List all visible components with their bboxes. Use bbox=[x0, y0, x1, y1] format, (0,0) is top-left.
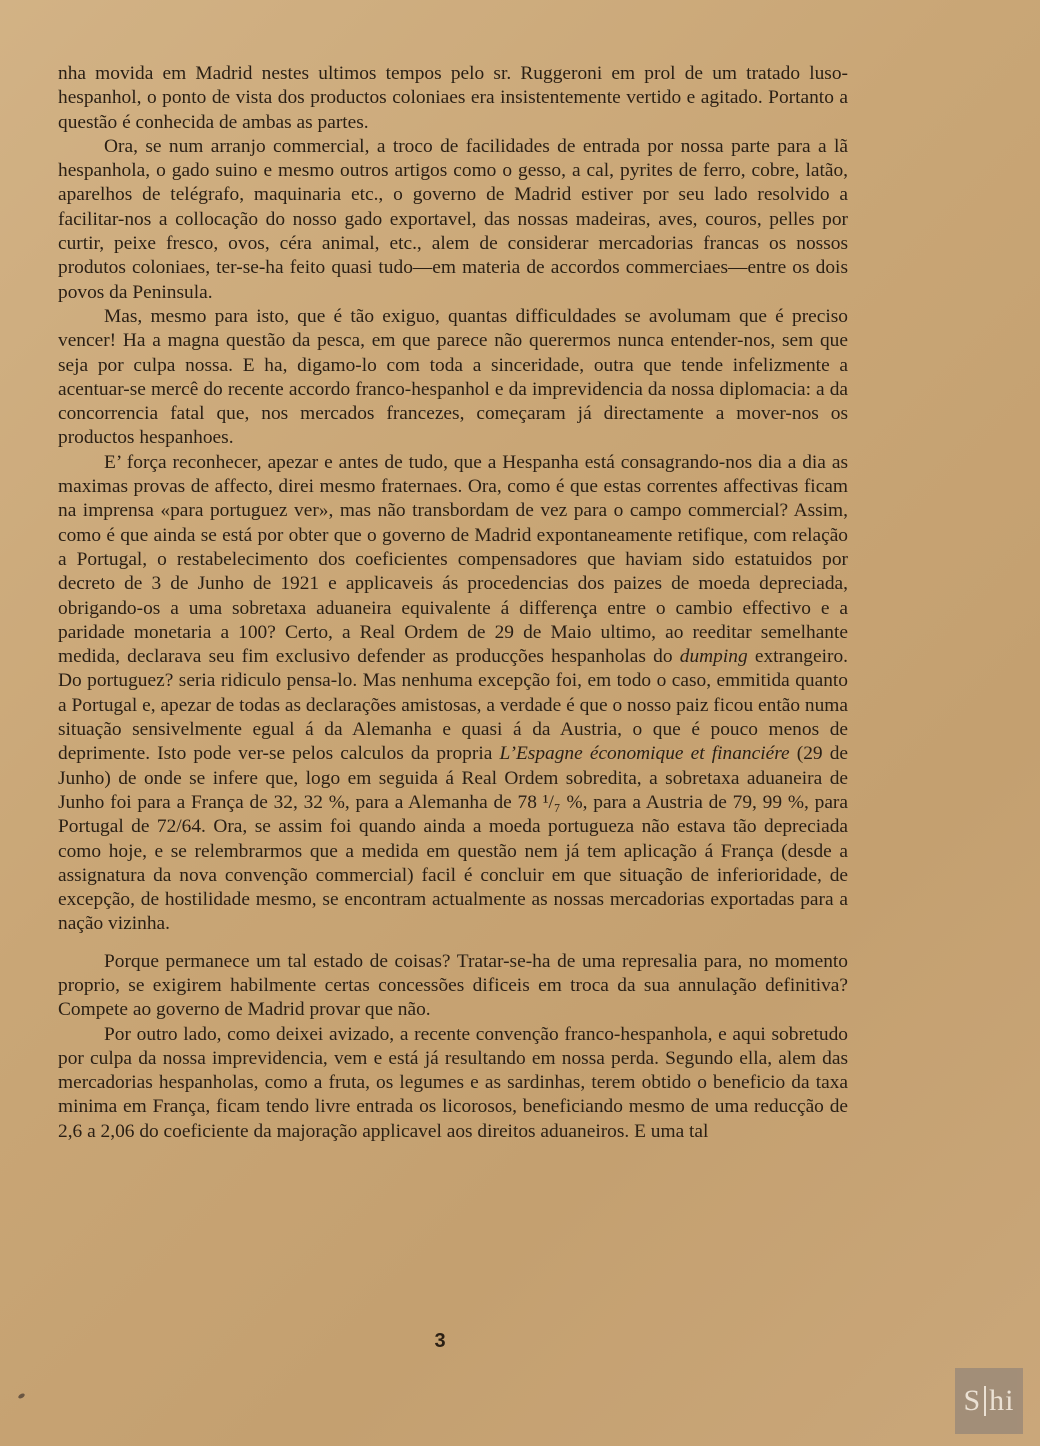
paragraph-4 bbox=[58, 451, 848, 937]
watermark-divider bbox=[984, 1386, 986, 1416]
paragraph-5: Porque permanece um tal estado de coisas? Tratar-se-ha de uma represalia para, no momento proprio, se exigirem habilmente certas concessões dificeis em troca da sua annulação definitiva? Compete ao governo de Madrid provar que não. bbox=[58, 950, 848, 1021]
watermark-letter-s: S bbox=[963, 1384, 982, 1417]
library-watermark-logo bbox=[955, 1368, 1023, 1434]
page-body bbox=[58, 62, 848, 1144]
watermark-letters-hi: hi bbox=[989, 1384, 1015, 1417]
paragraph-2: Ora, se num arranjo commercial, a troco de facilidades de entrada por nossa parte para a lã hespanhola, o gado suino e mesmo outros artigos como o gesso, a cal, pyrites de ferro, cobre, latão, aparelhos de telégrafo, maquinaria etc., o governo de Madrid estiver por seu lado resolvido a facilitar-nos a collocação do nosso gado exportavel, das nossas madeiras, aves, couros, pelles por curtir, peixe fresco, ovos, céra animal, etc., alem de considerar mercadorias francas os nossos produtos coloniaes, ter-se-ha feito quasi tudo—em materia de accordos commerciaes—entre os dois povos da Peninsula. bbox=[58, 135, 848, 303]
paper-speck bbox=[17, 1393, 25, 1400]
paragraph-4-part-1: E’ força reconhecer, apezar e antes de tudo, que a Hespanha está consagrando-nos dia a dia as maximas provas de affecto, direi mesmo fraternaes. Ora, como é que estas correntes affectivas ficam na imprensa «para portuguez ver», mas não transbordam de vez para o campo commercial? Assim, como é que ainda se está por obter que o governo de Madrid expontaneamente retifique, com relação a Portugal, o restabelecimento dos coeficientes compensadores que haviam sido estatuidos por decreto de 3 de Junho de 1921 e applicaveis ás procedencias dos paizes de moeda depreciada, obrigando-os a uma sobretaxa aduaneira equivalente á differença entre o cambio effectivo e a paridade monetaria a 100? Certo, a Real Ordem de 29 de Maio ultimo, ao reeditar semelhante medida, declarava seu fim exclusivo defender as producções hespanholas do bbox=[58, 451, 848, 668]
paragraph-3: Mas, mesmo para isto, que é tão exiguo, quantas difficuldades se avolumam que é preciso vencer! Ha a magna questão da pesca, em que parece não querermos nunca entender-nos, sem que seja por culpa nossa. E ha, digamo-lo com toda a sinceridade, outra que tende infelizmente a acentuar-se mercê do recente accordo franco-hespanhol e da imprevidencia da nossa diplomacia: a da concorrencia fatal que, nos mercados francezes, começaram já directamente a mover-nos os productos hespanhoes. bbox=[58, 305, 848, 449]
publication-title-italic: L’Espagne économique et financiére bbox=[499, 743, 790, 765]
paragraph-4-part-3: (29 de Junho) de onde se infere que, logo em seguida á Real Ordem sobredita, a sobretaxa aduaneira de Junho foi para a França de 32, 32 %, para a Alemanha de 78 ¹/₇ %, para a Austria de 79, 99 %, para Portugal de 72/64. Ora, se assim foi quando ainda a moeda portugueza não estava tão depreciada como hoje, e se relembrarmos que a medida em questão nem já tem aplicação á França (desde a assignatura da nova convenção commercial) facil é concluir em que situação de inferioridade, de excepção, de hostilidade mesmo, se encontram actualmente as nossas mercadorias exportadas para a nação vizinha. bbox=[58, 743, 849, 935]
dumping-italic: dumping bbox=[679, 646, 748, 668]
page-number: 3 bbox=[434, 1330, 446, 1352]
paragraph-6: Por outro lado, como deixei avizado, a recente convenção franco-hespanhola, e aqui sobretudo por culpa da nossa imprevidencia, vem e está já resultando em nossa perda. Segundo ella, alem das mercadorias hespanholas, como a fruta, os legumes e as sardinhas, terem obtido o beneficio da taxa minima em França, ficam tendo livre entrada os licorosos, beneficiando mesmo de uma reducção de 2,6 a 2,06 do coeficiente da majoração applicavel aos direitos aduaneiros. E uma tal bbox=[58, 1023, 848, 1142]
paragraph-4-part-2: extrangeiro. Do portuguez? seria ridiculo pensa-lo. Mas nenhuma excepção foi, em todo o caso, emmitida quanto a Portugal e, apezar de todas as declarações amistosas, a verdade é que o nosso paiz ficou então numa situação sensivelmente egual á da Alemanha e quasi á da Austria, o que é pouco menos de deprimente. Isto pode ver-se pelos calculos da propria bbox=[58, 646, 848, 765]
paragraph-1: nha movida em Madrid nestes ultimos tempos pelo sr. Ruggeroni em prol de um tratado luso-hespanhol, o ponto de vista dos productos coloniaes era insistentemente vertido e agitado. Portanto a questão é conhecida de ambas as partes. bbox=[58, 63, 848, 133]
